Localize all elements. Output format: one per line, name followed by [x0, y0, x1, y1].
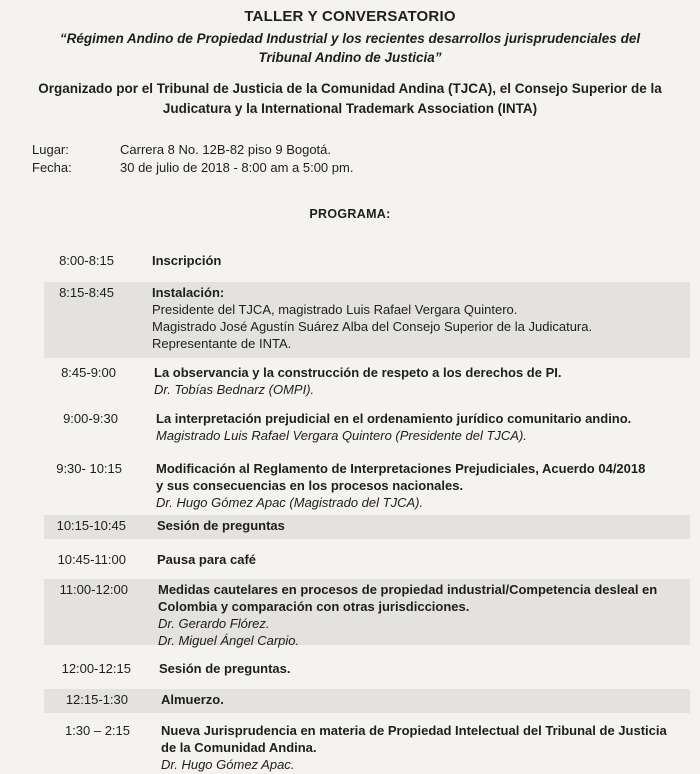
- fecha-label: Fecha:: [32, 160, 72, 175]
- program-content: [154, 364, 561, 398]
- program-time: 9:00-9:30: [63, 411, 118, 426]
- program-row: [44, 362, 690, 398]
- lugar-label: Lugar:: [32, 142, 69, 157]
- program-time: 8:00-8:15: [59, 253, 114, 268]
- program-row: [44, 282, 690, 358]
- program-title: Colombia y comparación con otras jurisdicciones.: [158, 599, 470, 614]
- lugar-row: [32, 141, 353, 159]
- program-title: Pausa para café: [157, 552, 257, 567]
- program-time: 10:15-10:45: [56, 518, 126, 533]
- program-title: Sesión de preguntas.: [159, 661, 291, 676]
- program-title: de la Comunidad Andina.: [161, 740, 317, 755]
- document-title: TALLER Y CONVERSATORIO: [244, 8, 456, 25]
- program-content: [156, 410, 631, 444]
- program-content: [161, 722, 667, 773]
- program-title: Nueva Jurisprudencia en materia de Propiedad Intelectual del Tribunal de Justicia: [161, 723, 667, 738]
- fecha-row: [32, 159, 353, 177]
- program-detail: Dr. Tobías Bednarz (OMPI).: [154, 382, 315, 397]
- program-title: Medidas cautelares en procesos de propiedad industrial/Competencia desleal en: [158, 582, 658, 597]
- program-row: [44, 658, 690, 682]
- document-subtitle: “Régimen Andino de Propiedad Industrial y los recientes desarrollos jurisprudenciales del Tribunal Andino de Justicia”: [59, 31, 641, 65]
- program-detail: Dr. Hugo Gómez Apac (Magistrado del TJCA).: [156, 495, 424, 510]
- lugar-value: Carrera 8 No. 12B-82 piso 9 Bogotá.: [120, 142, 332, 157]
- program-time: 12:15-1:30: [65, 692, 128, 707]
- program-detail: Presidente del TJCA, magistrado Luis Rafael Vergara Quintero.: [152, 302, 518, 317]
- program-title: Sesión de preguntas: [157, 518, 285, 533]
- program-time: 9:30- 10:15: [56, 461, 122, 476]
- programa-heading: PROGRAMA:: [309, 207, 391, 221]
- program-content: [156, 460, 645, 511]
- program-time: 8:45-9:00: [61, 365, 116, 380]
- program-content: [152, 252, 221, 269]
- program-detail: Magistrado José Agustín Suárez Alba del Consejo Superior de la Judicatura.: [152, 319, 593, 334]
- program-time: 12:00-12:15: [61, 661, 131, 676]
- program-row: [44, 549, 690, 573]
- program-detail: Representante de INTA.: [152, 336, 292, 351]
- program-time: 11:00-12:00: [59, 582, 128, 597]
- fecha-value: 30 de julio de 2018 - 8:00 am a 5:00 pm.: [120, 160, 354, 175]
- program-row: [44, 689, 690, 713]
- program-title: La interpretación prejudicial en el ordenamiento jurídico comunitario andino.: [156, 411, 632, 426]
- program-title: Almuerzo.: [161, 692, 224, 707]
- program-row: [44, 458, 690, 510]
- program-title: La observancia y la construcción de respeto a los derechos de PI.: [154, 365, 562, 380]
- program-content: [157, 517, 285, 534]
- program-row: [44, 720, 690, 774]
- program-row: [44, 515, 690, 539]
- program-title: Instalación:: [152, 285, 225, 300]
- program-title: Modificación al Reglamento de Interpretaciones Prejudiciales, Acuerdo 04/2018: [156, 461, 646, 476]
- program-title: y sus consecuencias en los procesos nacionales.: [156, 478, 464, 493]
- program-title: Inscripción: [152, 253, 222, 268]
- program-detail: Magistrado Luis Rafael Vergara Quintero (Presidente del TJCA).: [156, 428, 527, 443]
- program-content: [152, 284, 592, 352]
- program-row: [44, 579, 690, 648]
- event-details: [32, 141, 353, 177]
- program-time: 8:15-8:45: [59, 285, 114, 300]
- program-content: [158, 581, 657, 649]
- program-content: [159, 660, 290, 677]
- program-row: [44, 408, 690, 444]
- program-detail: Dr. Hugo Gómez Apac.: [161, 757, 295, 772]
- program-time: 1:30 – 2:15: [64, 723, 130, 738]
- program-time: 10:45-11:00: [57, 552, 126, 567]
- organizer-text: Organizado por el Tribunal de Justicia de la Comunidad Andina (TJCA), el Consejo Superior de la Judicatura y la International Trademark Association (INTA): [38, 81, 662, 116]
- program-detail: Dr. Miguel Ángel Carpio.: [158, 633, 300, 648]
- program-content: [161, 691, 224, 708]
- program-detail: Dr. Gerardo Flórez.: [158, 616, 270, 631]
- program-row: [44, 250, 690, 270]
- program-content: [157, 551, 256, 568]
